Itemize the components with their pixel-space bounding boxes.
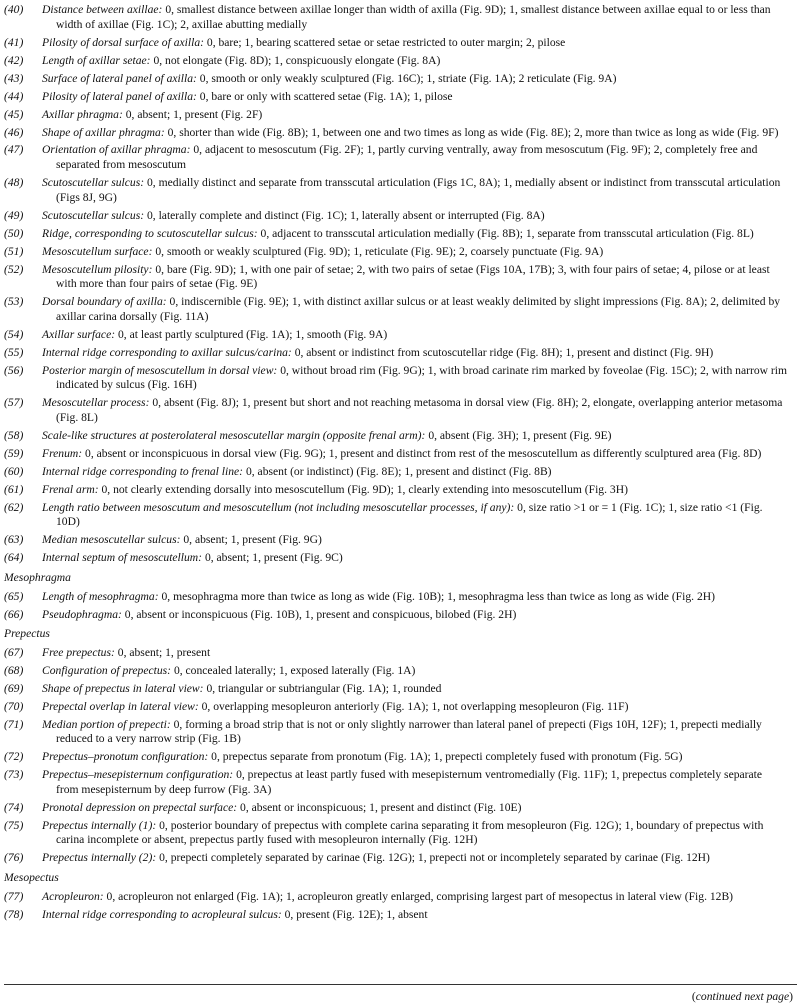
character-number: (78) bbox=[4, 907, 24, 921]
character-states: 0, smooth or only weakly sculptured (Fig. 16C); 1, striate (Fig. 1A); 2 reticulate (Fig. 9A) bbox=[199, 71, 617, 85]
character-term: Prepectus–mesepisternum configuration: bbox=[42, 768, 234, 782]
character-states: 0, indiscernible (Fig. 9E); 1, with distinct axillar sulcus or at least weakly delimited by slight impressions (Fig. 8A); 2, delimited by axillar carina dorsally (Fig. 11A) bbox=[56, 295, 781, 323]
character-entry bbox=[4, 126, 801, 141]
character-entry bbox=[4, 890, 801, 905]
character-text bbox=[42, 3, 787, 32]
character-text bbox=[42, 664, 787, 679]
character-text bbox=[42, 768, 787, 797]
character-term: Scutoscutellar sulcus: bbox=[42, 208, 145, 222]
character-entry bbox=[4, 851, 801, 866]
character-entry bbox=[4, 245, 801, 260]
character-term: Mesoscutellar process: bbox=[42, 396, 150, 410]
character-term: Dorsal boundary of axilla: bbox=[42, 295, 167, 309]
character-term: Prepectal overlap in lateral view: bbox=[42, 699, 199, 713]
character-entry bbox=[4, 90, 801, 105]
character-entry bbox=[4, 682, 801, 697]
character-term: Acropleuron: bbox=[42, 889, 104, 903]
character-term: Shape of prepectus in lateral view: bbox=[42, 681, 204, 695]
character-number: (49) bbox=[4, 208, 24, 222]
character-entry bbox=[4, 533, 801, 548]
character-term: Median mesoscutellar sulcus: bbox=[42, 533, 181, 547]
character-entry bbox=[4, 263, 801, 292]
character-states: 0, shorter than wide (Fig. 8B); 1, between one and two times as long as wide (Fig. 8E); 2, more than twice as long as wide (Fig. 9F) bbox=[167, 125, 779, 139]
character-text bbox=[42, 108, 787, 123]
character-states: 0, smooth or weakly sculptured (Fig. 9D); 1, reticulate (Fig. 9E); 2, coarsely punctuate (Fig. 9A) bbox=[155, 244, 604, 258]
character-entry bbox=[4, 590, 801, 605]
character-text bbox=[42, 245, 787, 260]
character-term: Prepectus internally (1): bbox=[42, 818, 157, 832]
character-states: 0, not elongate (Fig. 8D); 1, conspicuously elongate (Fig. 8A) bbox=[153, 53, 441, 67]
character-text bbox=[42, 328, 787, 343]
character-number: (70) bbox=[4, 699, 24, 713]
character-term: Scale-like structures at posterolateral mesoscutellar margin (opposite frenal arm): bbox=[42, 428, 426, 442]
character-text bbox=[42, 396, 787, 425]
character-entry bbox=[4, 664, 801, 679]
character-text bbox=[42, 36, 787, 51]
character-number: (60) bbox=[4, 464, 24, 478]
character-term: Mesoscutellum pilosity: bbox=[42, 262, 153, 276]
character-list-mesoscutellum bbox=[4, 3, 801, 566]
character-text bbox=[42, 700, 787, 715]
character-entry bbox=[4, 768, 801, 797]
character-number: (45) bbox=[4, 107, 24, 121]
character-term: Pilosity of dorsal surface of axilla: bbox=[42, 35, 204, 49]
character-states: 0, present (Fig. 12E); 1, absent bbox=[284, 907, 428, 921]
character-text bbox=[42, 890, 787, 905]
character-text bbox=[42, 551, 787, 566]
character-entry bbox=[4, 176, 801, 205]
character-states: 0, posterior boundary of prepectus with complete carina separating it from mesopleuron (Fig. 12G); 1, boundary of prepectus with carina incomplete or absent, prepectus partly fused with mesopleuron internally (Fig. 12H) bbox=[56, 818, 764, 847]
character-term: Pilosity of lateral panel of axilla: bbox=[42, 89, 197, 103]
character-states: 0, absent or inconspicuous (Fig. 10B), 1, present and conspicuous, bilobed (Fig. 2H) bbox=[124, 607, 517, 621]
character-text bbox=[42, 176, 787, 205]
character-text bbox=[42, 682, 787, 697]
character-number: (64) bbox=[4, 551, 24, 565]
character-entry bbox=[4, 295, 801, 324]
character-entry bbox=[4, 465, 801, 480]
character-number: (69) bbox=[4, 681, 24, 695]
footer-rule bbox=[4, 984, 797, 985]
character-states: 0, bare; 1, bearing scattered setae or setae restricted to outer margin; 2, pilose bbox=[206, 35, 566, 49]
character-number: (52) bbox=[4, 262, 24, 276]
character-term: Orientation of axillar phragma: bbox=[42, 143, 191, 157]
character-states: 0, overlapping mesopleuron anteriorly (Fig. 1A); 1, not overlapping mesopleuron (Fig. 11F) bbox=[201, 699, 629, 713]
character-number: (50) bbox=[4, 226, 24, 240]
character-number: (40) bbox=[4, 3, 24, 16]
character-text bbox=[42, 263, 787, 292]
character-text bbox=[42, 227, 787, 242]
character-states: 0, laterally complete and distinct (Fig. 1C); 1, laterally absent or interrupted (Fig. 8A) bbox=[146, 208, 545, 222]
character-states: 0, absent or inconspicuous; 1, present and distinct (Fig. 10E) bbox=[240, 800, 522, 814]
character-term: Length of mesophragma: bbox=[42, 589, 159, 603]
character-number: (76) bbox=[4, 851, 24, 865]
character-states: 0, absent (Fig. 3H); 1, present (Fig. 9E) bbox=[428, 428, 612, 442]
character-term: Length of axillar setae: bbox=[42, 53, 151, 67]
character-entry bbox=[4, 54, 801, 69]
character-states: 0, forming a broad strip that is not or only slightly narrower than lateral panel of prepecti (Figs 10H, 12F); 1, prepecti medially reduced to a very narrow strip (Fig. 1B) bbox=[56, 717, 762, 746]
character-term: Distance between axillae: bbox=[42, 3, 163, 16]
character-text bbox=[42, 483, 787, 498]
character-term: Free prepectus: bbox=[42, 645, 115, 659]
character-term: Internal ridge corresponding to axillar sulcus/carina: bbox=[42, 345, 292, 359]
character-number: (46) bbox=[4, 125, 24, 139]
character-text bbox=[42, 851, 787, 866]
character-list-prepectus bbox=[4, 646, 801, 866]
character-term: Configuration of prepectus: bbox=[42, 663, 172, 677]
character-term: Internal ridge corresponding to frenal line: bbox=[42, 464, 244, 478]
character-number: (57) bbox=[4, 396, 24, 410]
character-term: Posterior margin of mesoscutellum in dorsal view: bbox=[42, 363, 278, 377]
character-states: 0, concealed laterally; 1, exposed laterally (Fig. 1A) bbox=[173, 663, 416, 677]
character-states: 0, bare or only with scattered setae (Fig. 1A); 1, pilose bbox=[199, 89, 453, 103]
character-text bbox=[42, 54, 787, 69]
character-entry bbox=[4, 447, 801, 462]
character-number: (74) bbox=[4, 800, 24, 814]
character-number: (67) bbox=[4, 645, 24, 659]
section-heading-mesopectus: Mesopectus bbox=[4, 870, 59, 884]
character-states: 0, at least partly sculptured (Fig. 1A); 1, smooth (Fig. 9A) bbox=[118, 327, 388, 341]
character-term: Scutoscutellar sulcus: bbox=[42, 176, 145, 190]
character-states: 0, prepectus separate from pronotum (Fig. 1A); 1, prepecti completely fused with pronotum (Fig. 5G) bbox=[211, 750, 683, 764]
character-states: 0, bare (Fig. 9D); 1, with one pair of setae; 2, with two pairs of setae (Figs 10A, 17B); 3, with four pairs of setae; 4, pilose or at least with more than four pairs of setae (Fig. 9E) bbox=[56, 262, 770, 291]
character-number: (73) bbox=[4, 768, 24, 782]
character-text bbox=[42, 72, 787, 87]
character-text bbox=[42, 590, 787, 605]
character-entry bbox=[4, 227, 801, 242]
character-states: 0, triangular or subtriangular (Fig. 1A); 1, rounded bbox=[206, 681, 442, 695]
character-states: 0, not clearly extending dorsally into mesoscutellum (Fig. 9D); 1, clearly extending into mesoscutellum (Fig. 3H) bbox=[101, 482, 628, 496]
character-states: 0, without broad rim (Fig. 9G); 1, with broad carinate rim marked by foveolae (Fig. 15C); 2, with narrow rim indicated by sulcus (Fig. 16H) bbox=[56, 363, 787, 392]
character-term: Mesoscutellum surface: bbox=[42, 244, 153, 258]
character-states: 0, absent; 1, present (Fig. 2F) bbox=[125, 107, 263, 121]
character-text bbox=[42, 465, 787, 480]
character-list-mesopectus bbox=[4, 890, 801, 923]
character-text bbox=[42, 447, 787, 462]
character-text bbox=[42, 750, 787, 765]
character-term: Length ratio between mesoscutum and mesoscutellum (not including mesoscutellar processes, if any): bbox=[42, 500, 515, 514]
character-text bbox=[42, 429, 787, 444]
character-text bbox=[42, 718, 787, 747]
character-number: (44) bbox=[4, 89, 24, 103]
character-term: Pronotal depression on prepectal surface: bbox=[42, 800, 238, 814]
character-states: 0, prepecti completely separated by carinae (Fig. 12G); 1, prepecti not or incompletely separated by carinae (Fig. 12H) bbox=[159, 851, 710, 865]
character-entry bbox=[4, 483, 801, 498]
character-number: (77) bbox=[4, 889, 24, 903]
character-states: 0, absent; 1, present (Fig. 9C) bbox=[204, 551, 343, 565]
character-term: Shape of axillar phragma: bbox=[42, 125, 165, 139]
character-term: Pseudophragma: bbox=[42, 607, 122, 621]
character-term: Surface of lateral panel of axilla: bbox=[42, 71, 197, 85]
character-text bbox=[42, 819, 787, 848]
character-entry bbox=[4, 501, 801, 530]
character-states: 0, absent; 1, present bbox=[117, 645, 211, 659]
character-term: Frenum: bbox=[42, 446, 83, 460]
character-number: (55) bbox=[4, 345, 24, 359]
character-number: (54) bbox=[4, 327, 24, 341]
character-states: 0, size ratio >1 or = 1 (Fig. 1C); 1, size ratio <1 (Fig. 10D) bbox=[56, 500, 763, 529]
character-entry bbox=[4, 819, 801, 848]
character-states: 0, absent (or indistinct) (Fig. 8E); 1, present and distinct (Fig. 8B) bbox=[245, 464, 552, 478]
character-states: 0, absent (Fig. 8J); 1, present but short and not reaching metasoma in dorsal view (Fig. 8H); 2, elongate, overlapping anterior metasoma (Fig. 8L) bbox=[56, 396, 783, 424]
character-number: (43) bbox=[4, 71, 24, 85]
character-number: (53) bbox=[4, 295, 24, 309]
character-entry bbox=[4, 209, 801, 224]
character-term: Frenal arm: bbox=[42, 482, 99, 496]
character-entry bbox=[4, 346, 801, 361]
character-states: 0, adjacent to transscutal articulation medially (Fig. 8B); 1, separate from transscutal articulation (Fig. 8L) bbox=[260, 226, 754, 240]
character-number: (72) bbox=[4, 750, 24, 764]
character-text bbox=[42, 801, 787, 816]
character-states: 0, mesophragma more than twice as long as wide (Fig. 10B); 1, mesophragma less than twice as long as wide (Fig. 2H) bbox=[161, 589, 715, 603]
character-term: Internal ridge corresponding to acropleural sulcus: bbox=[42, 907, 282, 921]
character-term: Internal septum of mesoscutellum: bbox=[42, 551, 203, 565]
character-entry bbox=[4, 608, 801, 623]
character-entry bbox=[4, 3, 801, 32]
character-text bbox=[42, 143, 787, 172]
character-entry bbox=[4, 72, 801, 87]
character-term: Axillar surface: bbox=[42, 327, 116, 341]
character-entry bbox=[4, 646, 801, 661]
character-states: 0, absent; 1, present (Fig. 9G) bbox=[183, 533, 322, 547]
character-states: 0, absent or inconspicuous in dorsal view (Fig. 9G); 1, present and distinct from rest of the mesoscutellum as differently sculptured area (Fig. 8D) bbox=[85, 446, 762, 460]
character-term: Axillar phragma: bbox=[42, 107, 123, 121]
character-number: (41) bbox=[4, 35, 24, 49]
character-number: (56) bbox=[4, 363, 24, 377]
continued-note: (continued next page) bbox=[691, 990, 793, 1003]
character-text bbox=[42, 209, 787, 224]
character-states: 0, absent or indistinct from scutoscutellar ridge (Fig. 8H); 1, present and distinct (Fig. 9H) bbox=[294, 345, 714, 359]
character-entry bbox=[4, 396, 801, 425]
character-states: 0, acropleuron not enlarged (Fig. 1A); 1, acropleuron greatly enlarged, comprising largest part of mesopectus in lateral view (Fig. 12B) bbox=[106, 889, 734, 903]
character-entry bbox=[4, 700, 801, 715]
character-number: (59) bbox=[4, 446, 24, 460]
character-term: Median portion of prepecti: bbox=[42, 717, 171, 731]
character-states: 0, prepectus at least partly fused with mesepisternum ventromedially (Fig. 11F); 1, prepectus completely separate from mesepisternum by deep furrow (Fig. 3A) bbox=[56, 768, 763, 796]
section-heading-prepectus: Prepectus bbox=[4, 627, 50, 641]
character-text bbox=[42, 346, 787, 361]
character-entry bbox=[4, 108, 801, 123]
section-heading-mesophragma: Mesophragma bbox=[4, 570, 71, 584]
character-number: (63) bbox=[4, 533, 24, 547]
character-number: (66) bbox=[4, 607, 24, 621]
character-text bbox=[42, 908, 787, 923]
character-text bbox=[42, 364, 787, 393]
character-list-mesophragma bbox=[4, 590, 801, 623]
character-number: (62) bbox=[4, 500, 24, 514]
character-number: (68) bbox=[4, 663, 24, 677]
character-text bbox=[42, 608, 787, 623]
character-entry bbox=[4, 429, 801, 444]
character-text bbox=[42, 90, 787, 105]
character-number: (65) bbox=[4, 589, 24, 603]
character-text bbox=[42, 126, 787, 141]
character-term: Prepectus internally (2): bbox=[42, 851, 157, 865]
character-states: 0, smallest distance between axillae longer than width of axilla (Fig. 9D); 1, smallest distance between axillae equal to or less than width of axillae (Fig. 1C); 2, axillae abutting medially bbox=[56, 3, 771, 31]
character-entry bbox=[4, 750, 801, 765]
character-text bbox=[42, 295, 787, 324]
character-term: Ridge, corresponding to scutoscutellar sulcus: bbox=[42, 226, 258, 240]
character-text bbox=[42, 501, 787, 530]
character-number: (58) bbox=[4, 428, 24, 442]
character-entry bbox=[4, 143, 801, 172]
character-states: 0, adjacent to mesoscutum (Fig. 2F); 1, partly curving ventrally, away from mesoscutum (Fig. 9F); 2, completely free and separated from mesoscutum bbox=[56, 143, 758, 172]
character-term: Prepectus–pronotum configuration: bbox=[42, 750, 209, 764]
character-number: (61) bbox=[4, 482, 24, 496]
character-number: (71) bbox=[4, 717, 24, 731]
character-number: (51) bbox=[4, 244, 24, 258]
character-number: (48) bbox=[4, 176, 24, 190]
character-entry bbox=[4, 908, 801, 923]
character-states: 0, medially distinct and separate from transscutal articulation (Figs 1C, 8A); 1, medially absent or indistinct from transscutal articulation (Figs 8J, 9G) bbox=[56, 176, 781, 204]
character-number: (47) bbox=[4, 143, 24, 157]
character-entry bbox=[4, 328, 801, 343]
character-entry bbox=[4, 364, 801, 393]
character-number: (75) bbox=[4, 818, 24, 832]
character-entry bbox=[4, 36, 801, 51]
character-entry bbox=[4, 718, 801, 747]
character-text bbox=[42, 646, 787, 661]
character-number: (42) bbox=[4, 53, 24, 67]
character-text bbox=[42, 533, 787, 548]
character-entry bbox=[4, 551, 801, 566]
character-entry bbox=[4, 801, 801, 816]
